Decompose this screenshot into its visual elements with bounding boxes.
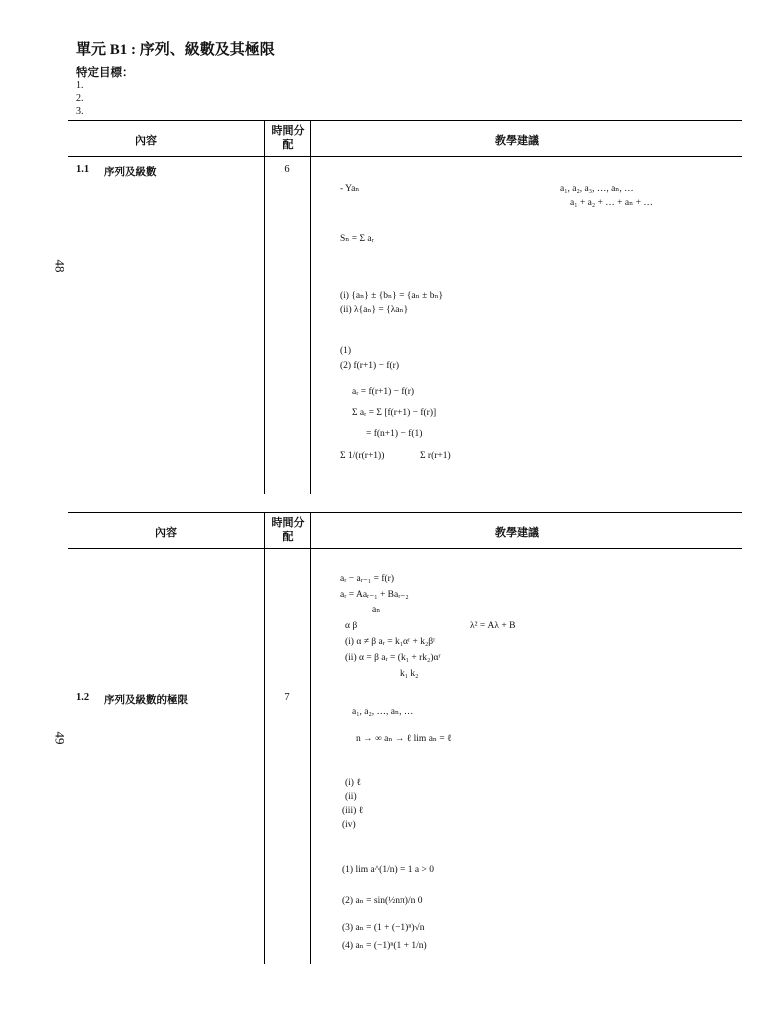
column-divider — [264, 120, 265, 494]
page-number: 48 — [52, 259, 68, 273]
header-suggestions: 教學建議 — [495, 135, 539, 147]
formula: Sₙ = Σ aᵣ — [340, 234, 374, 244]
formula: (3) aₙ = (1 + (−1)ⁿ)√n — [342, 923, 425, 933]
formula: (1) lim a^(1/n) = 1 a > 0 — [342, 865, 434, 875]
header-suggestions: 教學建議 — [495, 527, 539, 539]
column-divider — [264, 512, 265, 964]
column-divider — [310, 512, 311, 964]
formula: = f(n+1) − f(1) — [366, 429, 423, 439]
page-number: 49 — [52, 731, 68, 745]
table-rule — [68, 512, 742, 513]
suggestion-line: a₁, a₂, a₃, …, aₙ, … — [560, 184, 634, 194]
suggestion-line: k₁ k₂ — [400, 669, 419, 679]
header-time: 時間分配 — [271, 125, 305, 151]
suggestion-line: (ii) — [345, 792, 357, 802]
objective-item: 2. — [76, 93, 84, 104]
formula: λ² = Aλ + B — [470, 621, 516, 631]
formula: (4) aₙ = (−1)ⁿ(1 + 1/n) — [342, 941, 427, 951]
suggestion-line: (i) ℓ — [345, 778, 361, 788]
suggestion-line: (1) — [340, 346, 352, 356]
unit-title: 單元 B1 : 序列、級數及其極限 — [76, 42, 275, 58]
suggestion-line: (ii) λ{aₙ} = {λaₙ} — [340, 305, 409, 315]
formula: (ii) α = β aᵣ = (k₁ + rk₂)αʳ — [345, 653, 441, 663]
formula: aᵣ = Aaᵣ₋₁ + Baᵣ₋₂ — [340, 590, 409, 600]
formula: n → ∞ aₙ → ℓ lim aₙ = ℓ — [356, 734, 452, 744]
section-time: 7 — [284, 692, 290, 703]
objective-item: 1. — [76, 80, 84, 91]
suggestion-line: a₁, a₂, …, aₙ, … — [352, 707, 414, 717]
suggestion-line: - Yaₙ — [340, 184, 360, 194]
formula: Σ aᵣ = Σ [f(r+1) − f(r)] — [352, 408, 437, 418]
section-time: 6 — [284, 164, 290, 175]
section-name: 序列及級數 — [104, 167, 157, 178]
formula: (i) α ≠ β aᵣ = k₁αʳ + k₂βʳ — [345, 637, 436, 647]
suggestion-line: a₁ + a₂ + … + aₙ + … — [570, 198, 653, 208]
suggestion-line: α β — [345, 621, 358, 631]
column-divider — [310, 120, 311, 494]
table-rule — [68, 156, 742, 157]
formula: Σ 1/(r(r+1)) — [340, 451, 385, 461]
suggestion-line: (i) {aₙ} ± {bₙ} = {aₙ ± bₙ} — [340, 291, 444, 301]
table-rule — [68, 120, 742, 121]
table-rule — [68, 548, 742, 549]
section-number: 1.1 — [76, 164, 90, 175]
objective-item: 3. — [76, 106, 84, 117]
objectives-heading: 特定目標： — [76, 67, 134, 79]
header-time: 時間分配 — [271, 517, 305, 543]
suggestion-line: (iii) ℓ — [342, 806, 364, 816]
header-content: 內容 — [135, 135, 157, 147]
section-name: 序列及級數的極限 — [104, 695, 188, 706]
formula: aᵣ − aᵣ₋₁ = f(r) — [340, 574, 394, 584]
suggestion-line: aₙ — [372, 605, 381, 615]
header-content: 內容 — [155, 527, 177, 539]
section-number: 1.2 — [76, 692, 90, 703]
formula: aᵣ = f(r+1) − f(r) — [352, 387, 415, 397]
suggestion-line: (2) f(r+1) − f(r) — [340, 361, 399, 371]
suggestion-line: (iv) — [342, 820, 356, 830]
formula: Σ r(r+1) — [420, 451, 451, 461]
formula: (2) aₙ = sin(½nπ)/n 0 — [342, 896, 423, 906]
